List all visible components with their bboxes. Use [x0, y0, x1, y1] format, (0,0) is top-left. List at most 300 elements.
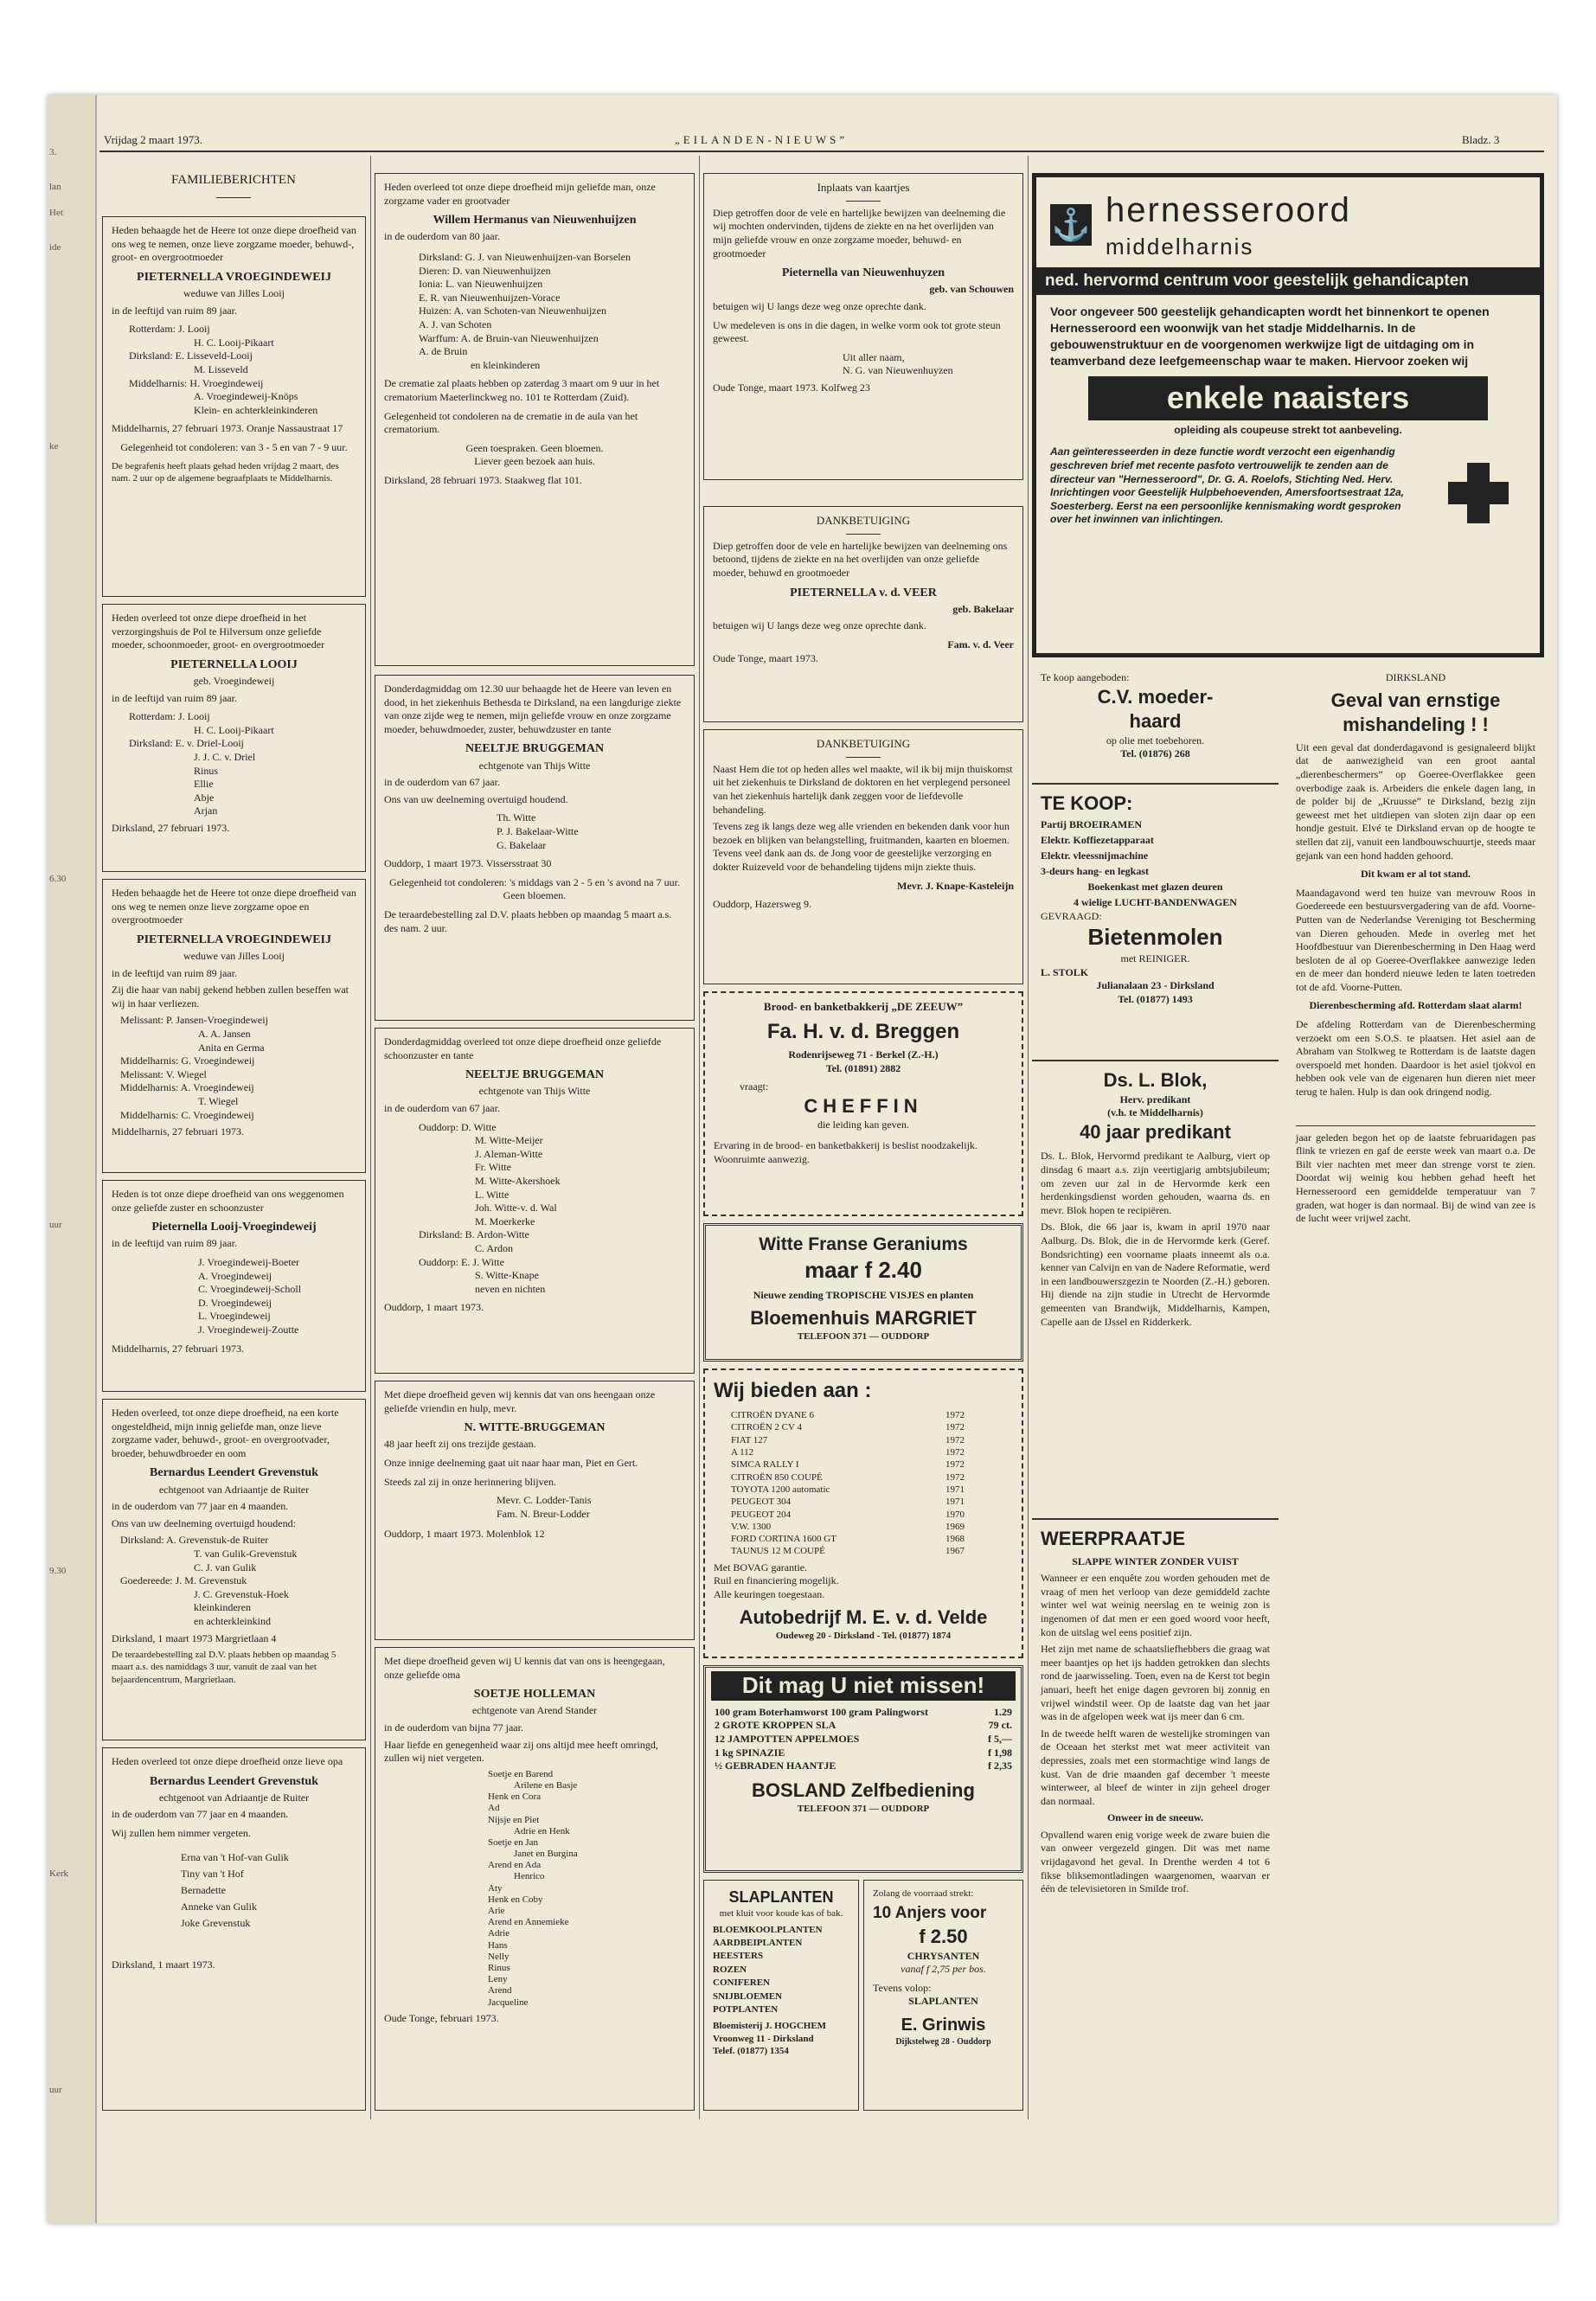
- family-line: Adrie: [488, 1928, 510, 1939]
- family-line: Melissant: P. Jansen-Vroegindeweij: [120, 1014, 268, 1027]
- ad-company: Fa. H. v. d. Breggen: [766, 1019, 960, 1043]
- car-row: [731, 1533, 965, 1545]
- plant-item: ROZEN: [713, 1964, 747, 1975]
- car-model: CITROËN 850 COUPÉ: [731, 1471, 823, 1483]
- family-line: Dieren: D. van Nieuwenhuijzen: [419, 264, 551, 277]
- family-line: T. Wiegel: [198, 1094, 239, 1107]
- family-line: T. van Gulik-Grevenstuk: [194, 1547, 298, 1560]
- family-line: Arjan: [194, 804, 218, 817]
- title-rule: [846, 534, 881, 535]
- obituary-footer: Dirksland, 27 februari 1973.: [112, 821, 230, 834]
- obituary-grevenstuk: [102, 1399, 366, 1740]
- car-year: 1967: [945, 1546, 965, 1557]
- ad-kicker: Brood- en banketbakkerij „DE ZEEUW”: [763, 1000, 964, 1013]
- car-row: [731, 1446, 965, 1458]
- obituary-text: Wij zullen hem nimmer vergeten.: [112, 1826, 251, 1839]
- ad-price: maar f 2.40: [804, 1257, 922, 1284]
- obituary-intro: Met diepe droefheid geven wij U kennis dat van ons is heengegaan, onze geliefde oma: [384, 1655, 665, 1681]
- car-year: 1971: [945, 1497, 965, 1508]
- obituary-age: in de leeftijd van ruim 89 jaar.: [112, 691, 237, 704]
- ad-price: f 2.50: [919, 1925, 968, 1947]
- car-row: [731, 1421, 965, 1433]
- family-line: Dirksland: G. J. van Nieuwenhuijzen-van Borselen: [419, 250, 631, 263]
- obituary-footer: Dirksland, 28 februari 1973. Staakweg flat 101.: [384, 473, 582, 486]
- obituary-looij-vroegindeweij: [102, 1180, 366, 1392]
- flower-shop-ad: [863, 1880, 1023, 2111]
- ad-company: BOSLAND Zelfbediening: [752, 1779, 975, 1801]
- sale-item: Partij BROEIRAMEN: [1041, 817, 1142, 830]
- obituary-intro: Heden overleed tot onze diepe droefheid mijn geliefde man, onze zorgzame vader en grootvader: [384, 181, 656, 207]
- family-line: Dirksland: B. Ardon-Witte: [419, 1228, 529, 1241]
- car-row: [731, 1471, 965, 1484]
- adjacent-page-strip: 3. lan Het ide ke 6.30 uur 9.30 Kerk uur: [48, 95, 97, 2223]
- ad-phone: Tel. (01877) 1493: [1118, 992, 1193, 1005]
- ad-text: opleiding als coupeuse strekt tot aanbeveling.: [1174, 423, 1402, 436]
- obituary-witte-bruggeman: [375, 1381, 695, 1640]
- family-line: Leny: [488, 1974, 508, 1985]
- obituary-vroegindeweij-2: [102, 879, 366, 1173]
- notice-subtitle: geb. van Schouwen: [929, 283, 1014, 296]
- article-body: Opvallend waren enig vorige week de zware buien die van onweer vergezeld gingen. Dit was met name vrijdagavond het geval. In Drenthe werden 4 tot 6 fikse bliksemontladingen waargenomen, waarvan er één de televisietoren in Smilde trof.: [1041, 1828, 1270, 1895]
- article-body: Ds. L. Blok, Hervormd predikant te Aalburg, viert op dinsdag 6 maart a.s. zijn veertigjarig ambtsjubileum; om zeven uur zal in de Hervormde kerk een herdenkingsdienst worden gehouden, waarna ds. en mevr. Blok hopen te recipiëren.: [1041, 1150, 1270, 1216]
- ad-company: Bloemisterij J. HOGCHEM: [713, 2021, 827, 2032]
- obituary-age: in de ouderdom van 77 jaar en 4 maanden.: [112, 1808, 289, 1821]
- notice-text: betuigen wij U langs deze weg onze oprechte dank.: [713, 300, 926, 313]
- notice-text: Uw medeleven is ons in die dagen, in welke vorm ook tot grote steun geweest.: [713, 318, 1001, 345]
- obituary-name: PIETERNELLA VROEGINDEWEIJ: [137, 270, 331, 284]
- product-price: 79 ct.: [988, 1719, 1012, 1732]
- car-year: 1972: [945, 1459, 965, 1471]
- product-name: 100 gram Boterhamworst 100 gram Palingworst: [715, 1705, 928, 1718]
- ad-text: CHRYSANTEN: [907, 1949, 980, 1962]
- family-line: Henrico: [514, 1871, 545, 1882]
- ad-company: Bloemenhuis MARGRIET: [750, 1306, 977, 1329]
- family-line: Soetje en Jan: [488, 1836, 539, 1848]
- obituary-footer: Ouddorp, 1 maart 1973.: [384, 1301, 484, 1314]
- obituary-subtitle: weduwe van Jilles Looij: [183, 286, 285, 299]
- product-name: 1 kg SPINAZIE: [715, 1746, 785, 1759]
- family-line: Ad: [488, 1803, 500, 1814]
- obituary-name: SOETJE HOLLEMAN: [473, 1688, 596, 1702]
- notice-footer: Ouddorp, Hazersweg 9.: [713, 898, 811, 911]
- car-year: 1970: [945, 1509, 965, 1520]
- obituary-age: in de ouderdom van 67 jaar.: [384, 776, 500, 789]
- obituary-footer: Oude Tonge, februari 1973.: [384, 2011, 499, 2024]
- article-body: Wanneer er een enquête zou worden gehouden met de vraag of men het verloop van deze gemiddeld zachte winter wel wat weinig neerslag en te weinig zon is ingenomen of dat men er een goed woord voor heeft, kon de uitslag wel eens positief zijn.: [1041, 1572, 1270, 1638]
- ad-phone: Tel. (01891) 2882: [825, 1061, 901, 1074]
- car-model: FORD CORTINA 1600 GT: [731, 1534, 836, 1545]
- family-line: H. C. Looij-Pikaart: [194, 336, 274, 349]
- obituary-name: NEELTJE BRUGGEMAN: [465, 742, 605, 756]
- family-line: J. Aleman-Witte: [475, 1147, 543, 1160]
- article-dirksland: [1287, 664, 1544, 2111]
- ad-text: met kluit voor koude kas of bak.: [719, 1908, 843, 1920]
- column-divider: [370, 156, 371, 2119]
- ad-company: E. Grinwis: [901, 2015, 986, 2035]
- obituary-intro: Donderdagmiddag om 12.30 uur behaagde het de Heere van leven en dood, in het ziekenhuis Bethesda te Dirksland, na een langdurige ziekte van onze zijde weg te nemen, mijn geliefde vrouw en onze zorgzame moeder, behuwdmoeder, zuster, behuwdzuster en tante: [384, 683, 682, 735]
- article-subhead: Dit kwam er al tot stand.: [1360, 868, 1471, 881]
- obituary-footer: Ouddorp, 1 maart 1973. Molenblok 12: [384, 1528, 545, 1541]
- family-line: Arie: [488, 1906, 505, 1916]
- plant-item: SNIJBLOEMEN: [713, 1990, 783, 2002]
- header-date: Vrijdag 2 maart 1973.: [104, 133, 203, 146]
- family-line: Ionia: L. van Nieuwenhuijzen: [419, 278, 543, 291]
- header-page-number: Bladz. 3: [1462, 133, 1500, 146]
- thanks-v-d-veer: [703, 506, 1023, 722]
- car-model: FIAT 127: [731, 1434, 768, 1445]
- family-line: Jacqueline: [488, 1997, 529, 2008]
- car-year: 1971: [945, 1484, 965, 1495]
- obituary-name: N. WITTE-BRUGGEMAN: [464, 1421, 606, 1435]
- header-rule: [99, 151, 1544, 152]
- car-model: TOYOTA 1200 automatic: [731, 1484, 830, 1495]
- obituary-intro: Heden overleed tot onze diepe droefheid onze lieve opa: [112, 1755, 343, 1767]
- car-year: 1969: [945, 1521, 965, 1532]
- section-title: FAMILIEBERICHTEN: [171, 173, 296, 187]
- car-dealer-ad: [703, 1368, 1023, 1658]
- obituary-age: 48 jaar heeft zij ons trezijde gestaan.: [384, 1438, 536, 1451]
- article-dateline: DIRKSLAND: [1385, 671, 1446, 683]
- family-line: neven en nichten: [475, 1282, 546, 1295]
- ad-text: Te koop aangeboden:: [1041, 671, 1130, 683]
- ad-headline: SLAPLANTEN: [728, 1888, 834, 1906]
- family-line: J. J. C. v. Driel: [194, 750, 256, 763]
- car-year: 1972: [945, 1410, 965, 1421]
- product-price: f 5,—: [988, 1732, 1012, 1745]
- thanks-van-nieuwenhuyzen: [703, 173, 1023, 480]
- obituary-subtitle: echtgenote van Arend Stander: [471, 1704, 598, 1717]
- family-line: Bernadette: [181, 1883, 226, 1896]
- family-line: M. Witte-Akershoek: [475, 1174, 561, 1187]
- family-line: M. Witte-Meijer: [475, 1134, 543, 1147]
- notice-name: PIETERNELLA v. d. VEER: [790, 586, 937, 599]
- article-weather: [1032, 1518, 1279, 2111]
- obituary-age: in de ouderdom van 77 jaar en 4 maanden.: [112, 1500, 289, 1513]
- article-headline: 40 jaar predikant: [1080, 1120, 1231, 1143]
- ad-headline: Dit mag U niet missen!: [711, 1671, 1016, 1701]
- family-line: Melissant: V. Wiegel: [120, 1067, 207, 1080]
- family-line: Fr. Witte: [475, 1161, 511, 1174]
- ad-text: Ervaring in de brood- en banketbakkerij is beslist noodzakelijk. Woonruimte aanwezig.: [714, 1139, 977, 1165]
- price-row: [715, 1706, 1012, 1720]
- sale-item: 3-deurs hang- en legkast: [1041, 864, 1150, 877]
- obituary-bruggeman-2: [375, 1028, 695, 1374]
- obituary-subtitle: echtgenoot van Adriaantje de Ruiter: [158, 1791, 310, 1804]
- ad-address: Oudeweg 20 - Dirksland - Tel. (01877) 1874: [775, 1631, 952, 1642]
- funeral-note: De teraardebestelling zal D.V. plaats hebben op maandag 5 maart a.s. des namiddags 3 uur, vanuit de zaal van het bejaardencentrum, Margrietlaan.: [112, 1650, 337, 1685]
- notice-title: DANKBETUIGING: [816, 514, 911, 527]
- ad-tagline: ned. hervormd centrum voor geestelijk gehandicapten: [1036, 267, 1540, 296]
- car-row: [731, 1409, 965, 1421]
- obituary-age: in de ouderdom van bijna 77 jaar.: [384, 1721, 523, 1734]
- family-line: P. J. Bakelaar-Witte: [497, 824, 579, 837]
- car-year: 1972: [945, 1471, 965, 1483]
- obituary-name: Bernardus Leendert Grevenstuk: [150, 1774, 318, 1788]
- plant-item: HEESTERS: [713, 1951, 764, 1962]
- condolence-note: Geen toespraken. Geen bloemen.: [465, 441, 604, 454]
- family-line: Abje: [194, 791, 215, 804]
- column-divider: [1028, 156, 1029, 2119]
- signature-line: Mevr. J. Knape-Kasteleijn: [897, 879, 1014, 892]
- product-name: ½ GEBRADEN HAANTJE: [715, 1759, 836, 1772]
- car-row: [731, 1458, 965, 1471]
- car-year: 1968: [945, 1534, 965, 1545]
- family-line: Rinus: [488, 1962, 510, 1973]
- ad-text: Nieuwe zending TROPISCHE VISJES en planten: [753, 1289, 974, 1302]
- family-line: Fam. N. Breur-Lodder: [497, 1507, 590, 1520]
- car-model: CITROËN 2 CV 4: [731, 1422, 802, 1433]
- plant-item: AARDBEIPLANTEN: [713, 1938, 803, 1949]
- article-headline: Ds. L. Blok,: [1103, 1069, 1208, 1091]
- obituary-footer: Dirksland, 1 maart 1973.: [112, 1958, 215, 1971]
- family-line: Hans: [488, 1939, 508, 1951]
- ad-label: GEVRAAGD:: [1041, 909, 1102, 922]
- price-row: [715, 1733, 1012, 1747]
- car-year: 1972: [945, 1434, 965, 1445]
- family-line: Huizen: A. van Schoten-van Nieuwenhuijzen: [419, 304, 606, 317]
- ad-headline: C.V. moeder-: [1097, 685, 1214, 708]
- family-line: Klein- en achterkleinkinderen: [194, 403, 318, 416]
- family-line: M. Lisseveld: [194, 362, 248, 375]
- family-line: J. C. Grevenstuk-Hoek: [194, 1587, 289, 1600]
- ad-phone: TELEFOON 371 — OUDDORP: [797, 1804, 930, 1815]
- family-line: Arend en Annemieke: [488, 1917, 569, 1928]
- product-price: 1.29: [994, 1705, 1012, 1718]
- obituary-name: PIETERNELLA LOOIJ: [170, 657, 298, 671]
- family-line: Mevr. C. Lodder-Tanis: [497, 1494, 592, 1507]
- family-line: Ellie: [194, 778, 214, 791]
- obituary-looij: [102, 604, 366, 872]
- obituary-intro: Donderdagmiddag overleed tot onze diepe droefheid onze geliefde schoonzuster en tante: [384, 1035, 662, 1061]
- notice-text: Diep getroffen door de vele en hartelijke bewijzen van deelneming ons betoond, tijdens de ziekte en na het overlijden van onze geliefde moeder, behuwd en grootmoeder: [713, 539, 1008, 580]
- car-year: 1972: [945, 1447, 965, 1458]
- ad-address: Rodenrijseweg 71 - Berkel (Z.-H.): [788, 1048, 939, 1061]
- notice-text: Naast Hem die tot op heden alles wel maakte, wil ik bij mijn thuiskomst uit het ziekenhuis te Dirksland de doktoren en het verplegend personeel van het ziekenhuis hartelijk dank zeggen voor de liefdevolle behandeling.: [713, 762, 1013, 816]
- sale-item: Boekenkast met glazen deuren: [1087, 880, 1223, 893]
- ad-company: hernesseroord: [1106, 191, 1351, 229]
- family-line: A. de Bruin: [419, 345, 468, 358]
- obituary-bruggeman: [375, 675, 695, 1021]
- family-line: Henk en Coby: [488, 1894, 543, 1905]
- car-model: A 112: [731, 1447, 754, 1458]
- family-line: Arend en Ada: [488, 1860, 542, 1871]
- plant-item: POTPLANTEN: [713, 2004, 779, 2016]
- obituary-age: in de leeftijd van ruim 89 jaar.: [112, 966, 237, 979]
- obituary-footer: Ouddorp, 1 maart 1973. Vissersstraat 30: [384, 857, 552, 870]
- product-name: 12 JAMPOTTEN APPELMOES: [715, 1732, 860, 1745]
- car-model: CITROËN DYANE 6: [731, 1410, 814, 1421]
- obituary-intro: Heden is tot onze diepe droefheid van ons weggenomen onze geliefde zuster en schoonzuster: [112, 1188, 344, 1214]
- family-line: Adrie en Henk: [514, 1825, 570, 1836]
- family-line: Ouddorp: E. J. Witte: [419, 1255, 504, 1268]
- article-blok: [1032, 1060, 1279, 1509]
- family-line: C. Vroegindeweij-Scholl: [198, 1283, 302, 1296]
- obituary-subtitle: geb. Vroegindeweij: [193, 674, 275, 687]
- title-rule: [846, 201, 881, 202]
- family-line: L. Witte: [475, 1188, 510, 1201]
- article-headline: Geval van ernstige mishandeling ! !: [1330, 689, 1501, 736]
- notice-footer: Oude Tonge, maart 1973. Kolfweg 23: [713, 381, 870, 394]
- obituary-text: Ons van uw deelneming overtuigd houdend:: [112, 1516, 296, 1529]
- obituary-intro: Heden behaagde het de Heere tot onze diepe droefheid van ons weg te nemen onze lieve zorgzame opoe en overgrootmoeder: [112, 887, 356, 926]
- obituary-name: NEELTJE BRUGGEMAN: [465, 1068, 605, 1082]
- notice-text: betuigen wij U langs deze weg onze oprechte dank.: [713, 619, 926, 632]
- ad-text: SLAPLANTEN: [908, 1995, 978, 2008]
- family-line: Joh. Witte-v. d. Wal: [475, 1202, 557, 1215]
- ad-address: Dijkstelweg 28 - Ouddorp: [895, 2036, 991, 2047]
- family-line: L. Vroegindeweij: [198, 1310, 271, 1323]
- family-line: Nelly: [488, 1951, 510, 1962]
- obituary-text: Ons van uw deelneming overtuigd houdend.: [384, 792, 568, 805]
- price-row: [715, 1719, 1012, 1733]
- ad-headline: Bietenmolen: [1087, 924, 1223, 951]
- article-body: Het zijn met name de schaatsliefhebbers die graag wat meer baantjes op het ijs hadden getrokken dan slechts rond de jaarwisseling. Toen, even na de Kerst tot begin januari, heeft het enige dagen gevroren bij zonnig en vrijwel windstil weer. Op de laatste dag van het jaar was in de afgelopen week wat ijs meer dan 6 cm.: [1041, 1643, 1270, 1723]
- sale-item: Elektr. vleessnijmachine: [1041, 849, 1149, 862]
- obituary-text: Gelegenheid tot condoleren na de crematie in de aula van het crematorium.: [384, 409, 638, 436]
- condolence-note: Liever geen bezoek aan huis.: [474, 455, 595, 468]
- car-model: PEUGEOT 304: [731, 1497, 792, 1508]
- article-body: Uit een geval dat donderdagavond is gesignaleerd blijkt dat de aanwezigheid van een groot aantal „dierenbeschermers” op Goeree-Overflakkee geen overbodige zaak is. Arbeiders die enkele dagen lang, in de polder bij de „Kruusse” te Dirksland, bezig zijn geweest met het uitdiepen van sloten zijn daar op een hondje gestuit. Elvé te Dirksland ervan op de hoogte te stellen dat zij, vanuit een landbouwschuurtje, steeds maar gejank van een hond hadden gehoord.: [1296, 740, 1535, 862]
- title-rule: [216, 197, 251, 198]
- obituary-subtitle: echtgenoot van Adriaantje de Ruiter: [158, 1483, 310, 1496]
- family-line: Arilene en Basje: [514, 1779, 578, 1791]
- obituary-text: Zij die haar van nabij gekend hebben zullen beseffen wat wij in haar verliezen.: [112, 984, 349, 1009]
- cross-logo-icon: [1448, 463, 1509, 523]
- obituary-subtitle: weduwe van Jilles Looij: [183, 949, 285, 962]
- article-body: jaar geleden begon het op de laatste februaridagen pas flink te vriezen en gaf de eerste week van maart o.a. De Bilt vier nachten met meer dan strenge vorst te zien. Doordat wij weinig kou hebben gehad heeft het Hernesseroord een gemiddelde temperatuur van 7 graden, wat hoger is dan normaal. Bij de wind van zee is de lucht weer vrijwel zacht.: [1296, 1125, 1535, 1226]
- product-price: f 2,35: [988, 1759, 1012, 1772]
- family-line: G. Bakelaar: [497, 838, 547, 851]
- family-line: M. Moerkerke: [475, 1215, 535, 1227]
- family-line: Anneke van Gulik: [181, 1900, 257, 1913]
- signature-line: N. G. van Nieuwenhuyzen: [843, 364, 953, 377]
- obituary-age: in de ouderdom van 80 jaar.: [384, 230, 500, 243]
- family-line: Middelharnis: C. Vroegindeweij: [120, 1108, 254, 1121]
- family-line: Rotterdam: J. Looij: [129, 710, 210, 723]
- funeral-note: De teraardebestelling zal D.V. plaats hebben op maandag 5 maart a.s. des nam. 2 uur.: [384, 907, 672, 934]
- family-line: Nijsje en Piet: [488, 1814, 540, 1825]
- grocery-ad: [703, 1665, 1023, 1873]
- ad-address: Julianalaan 23 - Dirksland: [1096, 979, 1215, 992]
- column-divider: [699, 156, 700, 2119]
- obituary-name: Willem Hermanus van Nieuwenhuijzen: [433, 214, 637, 228]
- ad-headline: TE KOOP:: [1041, 792, 1133, 814]
- obituary-intro: Heden overleed tot onze diepe droefheid in het verzorgingshuis de Pol te Hilversum onze geliefde moeder, schoonmoeder, groot- en overgrootmoeder: [112, 612, 325, 651]
- family-line: en kleinkinderen: [471, 358, 541, 371]
- family-line: Soetje en Barend: [488, 1768, 554, 1779]
- family-line: Tiny van 't Hof: [181, 1867, 244, 1880]
- ad-text: Zolang de voorraad strekt:: [873, 1888, 974, 1899]
- funeral-note: De begrafenis heeft plaats gehad heden vrijdag 2 maart, des nam. 2 uur op de algemene begraafplaats te Middelharnis.: [112, 460, 339, 484]
- family-line: A. Vroegindeweij-Knöps: [194, 390, 298, 403]
- obituary-intro: Heden behaagde het de Heere tot onze diepe droefheid van ons weg te nemen, onze lieve zorgzame moeder, behuwd-, groot- en overgrootmoeder: [112, 224, 356, 264]
- car-model: V.W. 1300: [731, 1521, 772, 1532]
- notice-text: Diep getroffen door de vele en hartelijke bewijzen van deelneming die wij mochten ondervinden, tijdens de ziekte en na het overlijden van mijn geliefde vrouw en onze zorgzame moeder, behuwd- en grootmoeder: [713, 206, 1006, 260]
- family-line: E. R. van Nieuwenhuijzen-Vorace: [419, 291, 561, 304]
- obituary-grevenstuk-2: [102, 1747, 366, 2111]
- family-line: Dirksland: E. v. Driel-Looij: [129, 737, 244, 750]
- ad-headline: haard: [1129, 710, 1182, 733]
- car-model: SIMCA RALLY I: [731, 1459, 799, 1471]
- obituary-vroegindeweij: [102, 216, 366, 597]
- ad-company: Autobedrijf M. E. v. d. Velde: [739, 1606, 988, 1628]
- obituary-footer: Middelharnis, 27 februari 1973. Oranje Nassaustraat 17: [112, 422, 343, 435]
- family-line: en achterkleinkind: [194, 1614, 271, 1627]
- car-row: [731, 1509, 965, 1521]
- obituary-footer: Middelharnis, 27 februari 1973.: [112, 1125, 244, 1138]
- family-line: Janet en Burgina: [514, 1849, 578, 1860]
- family-line: J. Vroegindeweij-Boeter: [198, 1255, 300, 1268]
- article-body: De afdeling Rotterdam van de Dierenbescherming verzoekt om een S.O.S. te plaatsen. Het asiel aan de Abraham van Stolkweg te Rotterdam is de laatste dagen overspoeld met honden. Daardoor is het asiel tjokvol en hebben ook vele van de eigenaren hun dieren niet meer terug te halen. Hulp is dan ook dringend nodig.: [1296, 1018, 1535, 1099]
- family-line: Warffum: A. de Bruin-van Nieuwenhuijzen: [419, 331, 599, 344]
- obituary-text: Onze innige deelneming gaat uit naar haar man, Piet en Gert.: [384, 1456, 638, 1469]
- notice-footer: Oude Tonge, maart 1973.: [713, 651, 818, 664]
- family-line: A. A. Jansen: [198, 1027, 251, 1040]
- obituary-age: in de leeftijd van ruim 89 jaar.: [112, 1237, 237, 1250]
- hernesseroord-ad: [1032, 173, 1544, 657]
- family-line: C. Ardon: [475, 1241, 514, 1254]
- family-line: Rotterdam: J. Looij: [129, 323, 210, 336]
- notice-title: DANKBETUIGING: [816, 737, 911, 750]
- ad-text: Alle keuringen toegestaan.: [714, 1587, 825, 1600]
- plant-item: CONIFEREN: [713, 1977, 771, 1989]
- ad-text: Tevens volop:: [873, 1981, 932, 1994]
- ad-phone: TELEFOON 371 — OUDDORP: [797, 1331, 930, 1343]
- obituary-intro: Heden overleed, tot onze diepe droefheid, na een korte ongesteldheid, mijn innig geliefde man, onze lieve zorgzame vader, behuwd-, groot- en overgrootvader, broeder, behuwdbroeder en oom: [112, 1407, 339, 1459]
- ad-phone: Telef. (01877) 1354: [713, 2046, 789, 2057]
- family-line: Th. Witte: [497, 811, 536, 824]
- family-line: kleinkinderen: [194, 1601, 251, 1614]
- obituary-age: in de leeftijd van ruim 89 jaar.: [112, 304, 237, 317]
- family-line: Middelharnis: G. Vroegindeweij: [120, 1054, 255, 1067]
- article-body: Ds. Blok, die 66 jaar is, kwam in april 1970 naar Aalburg. Ds. Blok, die in de Hervormde kerk (Geref. Bondsrichting) een voorname plaats inneemt als o.a. kenner van Calvijn en van de Nadere Reformatie, werd in een landbouwerszgezin te Noorden (Z.-H.) geboren. Hij diende na zijn studie in Utrecht de Hervormde gemeenten van Brandwijk, Middelharnis, Kampen, Capelle aan de IJssel en Ridderkerk.: [1041, 1221, 1270, 1328]
- ad-place: middelharnis: [1106, 234, 1254, 260]
- article-headline: WEERPRAATJE: [1041, 1528, 1186, 1549]
- obituary-footer: Middelharnis, 27 februari 1973.: [112, 1342, 244, 1355]
- notice-text: Tevens zeg ik langs deze weg alle vrienden en bekenden dank voor hun bezoek en blijken van belangstelling, fruitmanden, kaarten en bloemen. Tevens veel dank aan ds. de Jong voor de geestelijke verzorging en dokter Ruizeveld voor de behandeling tijdens mijn ziekte thuis.: [713, 820, 1010, 874]
- family-line: Aty: [488, 1882, 503, 1894]
- article-subhead: Onweer in de sneeuw.: [1106, 1811, 1204, 1824]
- obituary-subtitle: echtgenote van Thijs Witte: [478, 759, 591, 772]
- ad-text: die leiding kan geven.: [817, 1118, 909, 1131]
- signature-line: Fam. v. d. Veer: [947, 638, 1014, 651]
- family-line: Erna van 't Hof-van Gulik: [181, 1850, 289, 1863]
- car-model: PEUGEOT 204: [731, 1509, 792, 1520]
- product-name: 2 GROTE KROPPEN SLA: [715, 1719, 836, 1732]
- heater-ad: [1032, 664, 1279, 777]
- family-line: Ouddorp: D. Witte: [419, 1120, 497, 1133]
- obituary-holleman: [375, 1647, 695, 2111]
- article-subhead: Herv. predikant: [1119, 1093, 1191, 1106]
- obituary-text: De crematie zal plaats hebben op zaterdag 3 maart om 9 uur in het crematorium Maeterlinckweg no. 101 te Rotterdam (Zuid).: [384, 377, 660, 403]
- obituary-footer: Dirksland, 1 maart 1973 Margrietlaan 4: [112, 1631, 277, 1644]
- title-rule: [846, 757, 881, 758]
- for-sale-ad: [1032, 783, 1279, 1051]
- bakery-ad: [703, 991, 1023, 1216]
- ad-text: met REINIGER.: [1120, 952, 1190, 965]
- ad-text: Met BOVAG garantie.: [714, 1561, 808, 1574]
- family-line: Middelharnis: A. Vroegindeweij: [120, 1081, 254, 1094]
- thanks-knape: [703, 729, 1023, 984]
- ad-label: vraagt:: [740, 1080, 769, 1093]
- car-row: [731, 1545, 965, 1557]
- price-row: [715, 1759, 1012, 1773]
- product-price: f 1,98: [988, 1746, 1012, 1759]
- car-row: [731, 1434, 965, 1446]
- article-subhead: SLAPPE WINTER ZONDER VUIST: [1072, 1554, 1239, 1567]
- obituary-text: Haar liefde en genegenheid waar zij ons altijd mee heeft omringd, zullen wij niet vergeten.: [384, 1738, 658, 1765]
- car-row: [731, 1484, 965, 1496]
